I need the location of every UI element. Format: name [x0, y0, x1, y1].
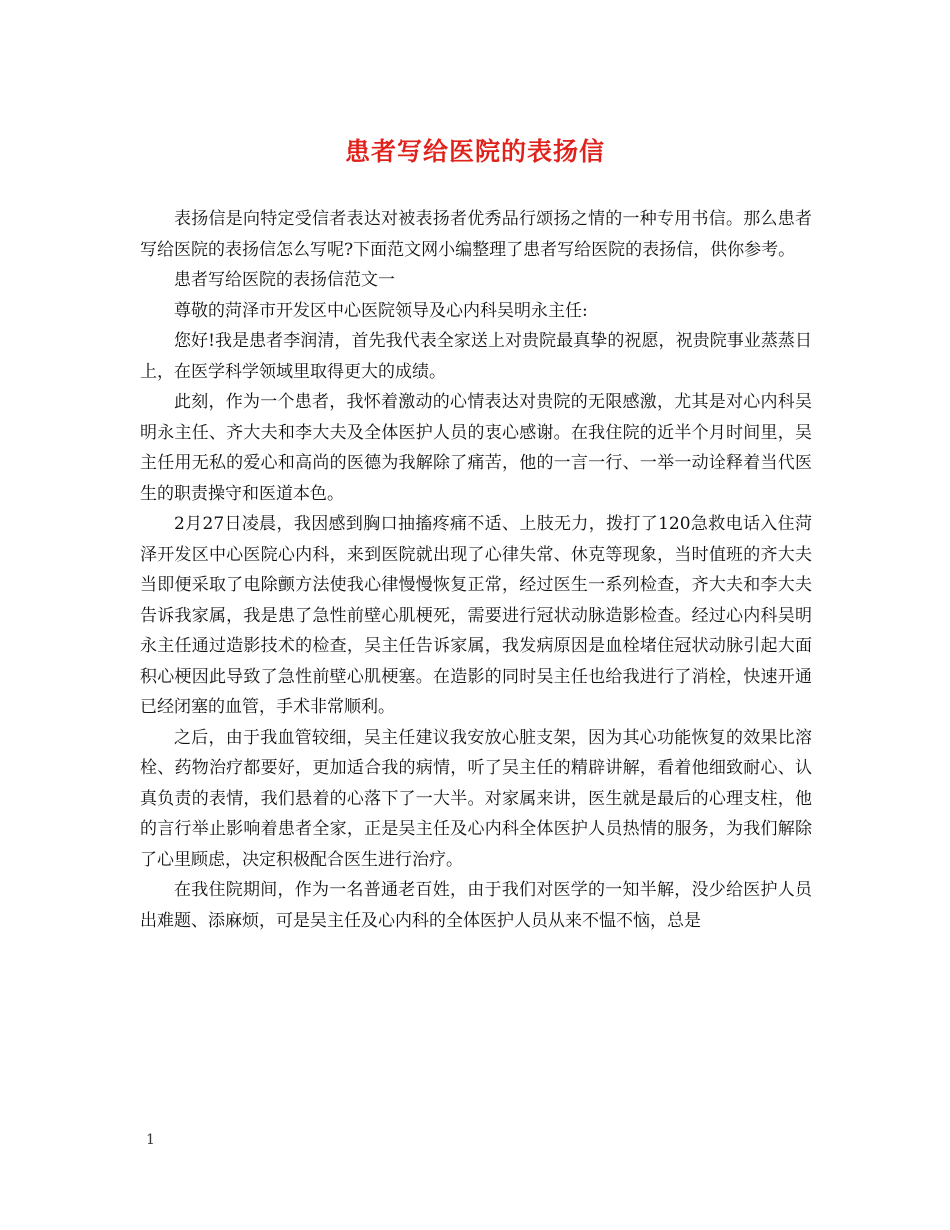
page-number: 1: [146, 1132, 155, 1148]
document-body: [140, 204, 812, 936]
intro-paragraph: 表扬信是向特定受信者表达对被表扬者优秀品行颂扬之情的一种专用书信。那么患者写给医院的表扬信怎么写呢?下面范文网小编整理了患者写给医院的表扬信，供你参考。: [140, 209, 812, 260]
section-heading: 患者写给医院的表扬信范文一: [174, 270, 395, 290]
body-paragraph: 2月27日凌晨，我因感到胸口抽搐疼痛不适、上肢无力，拨打了120急救电话入住菏泽开发区中心医院心内科，来到医院就出现了心律失常、休克等现象，当时值班的齐大夫当即便采取了电除颤方法使我心律慢慢恢复正常，经过医生一系列检查，齐大夫和李大夫告诉我家属，我是患了急性前壁心肌梗死，需要进行冠状动脉造影检查。经过心内科吴明永主任通过造影技术的检查，吴主任告诉家属，我发病原因是血栓堵住冠状动脉引起大面积心梗因此导致了急性前壁心肌梗塞。在造影的同时吴主任也给我进行了消栓，快速开通已经闭塞的血管，手术非常顺利。: [140, 514, 812, 717]
document-title: 患者写给医院的表扬信: [344, 137, 605, 166]
body-paragraph: 之后，由于我血管较细，吴主任建议我安放心脏支架，因为其心功能恢复的效果比溶栓、药物治疗都要好，更加适合我的病情，听了吴主任的精辟讲解，看着他细致耐心、认真负责的表情，我们悬着的心落下了一大半。对家属来讲，医生就是最后的心理支柱，他的言行举止影响着患者全家，正是吴主任及心内科全体医护人员热情的服务，为我们解除了心里顾虑，决定积极配合医生进行治疗。: [140, 727, 812, 870]
body-paragraph: 此刻，作为一个患者，我怀着激动的心情表达对贵院的无限感激，尤其是对心内科吴明永主任、齐大夫和李大夫及全体医护人员的衷心感谢。在我住院的近半个月时间里，吴主任用无私的爱心和高尚的医德为我解除了痛苦，他的一言一行、一举一动诠释着当代医生的职责操守和医道本色。: [140, 392, 812, 504]
body-paragraph: 在我住院期间，作为一名普通老百姓，由于我们对医学的一知半解，没少给医护人员出难题、添麻烦，可是吴主任及心内科的全体医护人员从来不愠不恼，总是: [140, 880, 812, 931]
body-paragraph: 您好!我是患者李润清，首先我代表全家送上对贵院最真挚的祝愿，祝贵院事业蒸蒸日上，在医学科学领域里取得更大的成绩。: [140, 331, 812, 382]
salutation: 尊敬的菏泽市开发区中心医院领导及心内科吴明永主任:: [174, 300, 588, 321]
